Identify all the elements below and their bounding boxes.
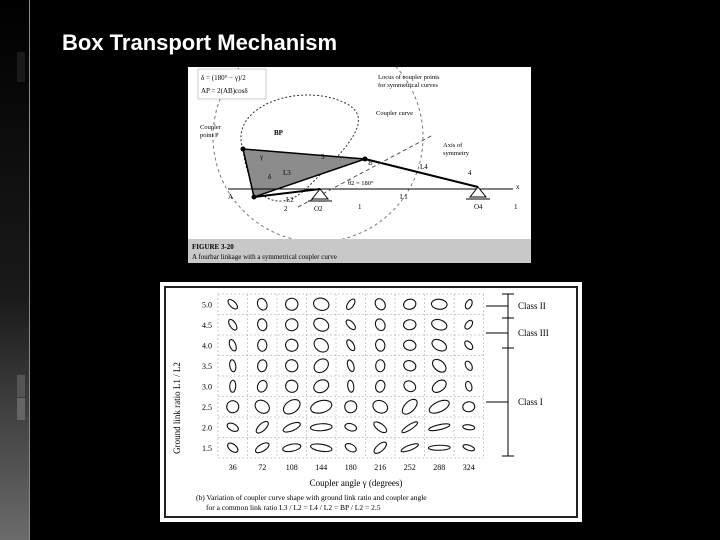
label-bp: BP bbox=[274, 129, 283, 137]
coupler-curve-glyph bbox=[285, 298, 298, 311]
coupler-curve-glyph bbox=[464, 298, 474, 310]
point-a bbox=[252, 195, 257, 200]
x-tick-label: 180 bbox=[344, 463, 357, 472]
coupler-curve-glyph bbox=[229, 380, 236, 392]
coupler-curve-glyph bbox=[282, 443, 301, 453]
locus-label-2: for symmetrical curves bbox=[378, 82, 438, 89]
coupler-curve-glyph bbox=[373, 297, 387, 312]
coupler-curve-glyph bbox=[462, 424, 475, 430]
coupler-curve-glyph bbox=[372, 440, 388, 455]
label-l1: L1 bbox=[400, 193, 408, 201]
coupler-curve-glyph bbox=[430, 357, 448, 375]
coupler-curve-glyph bbox=[375, 338, 386, 352]
label-gamma: γ bbox=[260, 153, 264, 161]
point-p bbox=[241, 147, 246, 152]
coupler-curve-glyph bbox=[400, 397, 420, 417]
coupler-curve-glyph bbox=[283, 357, 300, 374]
coupler-curve-glyph bbox=[374, 317, 387, 332]
equation-1: δ = (180° − γ)/2 bbox=[201, 74, 246, 82]
coupler-curve-glyph bbox=[347, 380, 354, 393]
class-label-iii: Class III bbox=[518, 328, 549, 338]
y-tick-label: 2.0 bbox=[202, 423, 212, 433]
coupler-curve-glyph bbox=[311, 356, 331, 375]
coupler-curve-glyph bbox=[226, 441, 240, 454]
x-tick-label: 72 bbox=[258, 463, 267, 472]
class-label-i: Class I bbox=[518, 397, 543, 407]
x-axis-label: Coupler angle γ (degrees) bbox=[309, 478, 403, 488]
coupler-curve-glyph bbox=[256, 318, 268, 332]
coupler-curve-glyph bbox=[281, 397, 303, 417]
axis-label-1: Axis of bbox=[443, 142, 463, 149]
point-b bbox=[363, 157, 368, 162]
caption-title: FIGURE 3-20 bbox=[192, 243, 234, 251]
y-tick-label: 5.0 bbox=[202, 300, 212, 310]
y-tick-label: 4.5 bbox=[202, 320, 212, 330]
label-o4: O4 bbox=[474, 203, 483, 211]
figure-fourbar-linkage bbox=[188, 67, 531, 263]
class-label-ii: Class II bbox=[518, 301, 546, 311]
coupler-curve-glyph bbox=[225, 399, 240, 414]
coupler-curve-glyph bbox=[253, 397, 272, 416]
coupler-curve-glyph bbox=[464, 360, 474, 372]
label-l2: L2 bbox=[286, 196, 294, 204]
coupler-curve-glyph bbox=[310, 423, 332, 431]
coupler-curve-glyph bbox=[228, 339, 238, 352]
left-accent-top bbox=[17, 52, 25, 82]
coupler-curve-glyph bbox=[257, 359, 268, 373]
coupler-curve-glyph bbox=[400, 442, 419, 453]
coupler-curve-glyph bbox=[403, 339, 417, 351]
coupler-curve-glyph bbox=[401, 420, 419, 434]
label-l4: L4 bbox=[420, 163, 428, 171]
coupler-curve-glyph bbox=[376, 360, 385, 372]
angle-label: θ2 = 180° bbox=[348, 180, 374, 187]
left-accent-mid bbox=[17, 375, 25, 397]
coupler-curve-glyph bbox=[284, 338, 300, 353]
caption-line-2: for a common link ratio L3 / L2 = L4 / L2 = BP / L2 = 2.5 bbox=[206, 503, 381, 512]
coupler-curve-glyph bbox=[226, 298, 239, 311]
coupler-curve-glyph bbox=[344, 422, 358, 432]
coupler-curve-glyph bbox=[256, 379, 269, 394]
x-tick-label: 324 bbox=[462, 463, 475, 472]
y-tick-label: 4.0 bbox=[202, 341, 212, 351]
coupler-curve-glyph bbox=[226, 421, 240, 433]
coupler-curve-glyph bbox=[464, 381, 473, 392]
x-tick-label: 144 bbox=[315, 463, 328, 472]
coupler-curve-glyph bbox=[258, 339, 267, 351]
coupler-curve-glyph bbox=[346, 359, 356, 372]
y-tick-label: 2.5 bbox=[202, 402, 212, 412]
coupler-curve-glyph bbox=[254, 441, 271, 455]
x-tick-label: 288 bbox=[433, 463, 446, 472]
y-tick-label: 3.0 bbox=[202, 382, 212, 392]
axis-label-2: symmetry bbox=[443, 150, 469, 157]
coupler-curve-glyph bbox=[374, 379, 386, 393]
coupler-curve-glyph bbox=[311, 336, 331, 355]
x-tick-label: 252 bbox=[403, 463, 416, 472]
coupler-curve-glyph bbox=[309, 398, 333, 415]
coupler-curve-glyph bbox=[254, 420, 270, 435]
coupler-curve-glyph bbox=[312, 316, 331, 334]
x-tick-label: 216 bbox=[374, 463, 387, 472]
coupler-curve-glyph bbox=[428, 445, 450, 450]
coupler-curve-glyph bbox=[344, 442, 358, 454]
coupler-curve-glyph bbox=[430, 378, 448, 395]
caption-line-1: (b) Variation of coupler curve shape with ground link ratio and coupler angle bbox=[196, 493, 427, 502]
coupler-curve-glyph bbox=[345, 298, 357, 311]
label-b: B bbox=[368, 159, 373, 167]
y-tick-label: 1.5 bbox=[202, 443, 212, 453]
left-decor-line bbox=[29, 0, 30, 540]
coupler-curve-glyph bbox=[344, 318, 357, 331]
coupler-curve-glyph bbox=[463, 319, 474, 331]
coupler-curve-glyph bbox=[430, 318, 448, 332]
coupler-curve-glyph bbox=[310, 443, 332, 453]
coupler-curve-glyph bbox=[427, 398, 451, 416]
label-o2: O2 bbox=[314, 205, 323, 213]
x-tick-label: 36 bbox=[228, 463, 237, 472]
coupler-point-label-1: Coupler bbox=[200, 124, 221, 131]
y-axis-label: Ground link ratio L1 / L2 bbox=[172, 362, 182, 454]
coupler-curve-glyph bbox=[430, 337, 448, 353]
coupler-curve-glyph bbox=[344, 400, 357, 413]
coupler-curve-glyph bbox=[462, 443, 475, 452]
coupler-curve-glyph bbox=[402, 359, 417, 373]
coupler-curve-glyph bbox=[402, 298, 417, 311]
coupler-curve-glyph bbox=[282, 420, 302, 434]
left-accent-low bbox=[17, 398, 25, 420]
fourbar-diagram bbox=[188, 67, 531, 263]
atlas-frame bbox=[164, 286, 578, 518]
coupler-curve-glyph bbox=[402, 379, 418, 394]
label-1a: 1 bbox=[358, 203, 362, 211]
equation-2: AP = 2(AB)cosδ bbox=[201, 87, 248, 95]
slide-title: Box Transport Mechanism bbox=[62, 30, 338, 55]
coupler-curve-glyph bbox=[428, 422, 450, 432]
coupler-curve-glyph bbox=[345, 339, 356, 352]
coupler-curve-glyph bbox=[283, 378, 300, 395]
label-x: x bbox=[516, 183, 520, 191]
coupler-curve-glyph bbox=[312, 377, 331, 395]
locus-label-1: Locus of coupler points bbox=[378, 74, 440, 81]
coupler-curve-label: Coupler curve bbox=[376, 110, 414, 117]
coupler-curve-glyph bbox=[285, 318, 299, 331]
label-l3: L3 bbox=[283, 169, 291, 177]
x-tick-label: 108 bbox=[285, 463, 298, 472]
label-3: 3 bbox=[321, 153, 325, 161]
label-delta: δ bbox=[268, 173, 272, 181]
label-1b: 1 bbox=[514, 203, 518, 211]
coupler-curve-glyph bbox=[256, 297, 269, 312]
coupler-curve-glyph bbox=[431, 299, 447, 310]
coupler-curve-glyph bbox=[227, 318, 239, 331]
label-2: 2 bbox=[284, 205, 288, 213]
y-tick-label: 3.5 bbox=[202, 361, 212, 371]
coupler-curve-glyph bbox=[372, 420, 388, 435]
coupler-curve-glyph bbox=[371, 398, 390, 415]
coupler-curve-glyph bbox=[462, 401, 475, 412]
atlas-chart bbox=[166, 288, 576, 516]
coupler-curve-glyph bbox=[312, 296, 330, 312]
coupler-curve-glyph bbox=[463, 340, 474, 351]
figure-coupler-atlas bbox=[160, 282, 582, 522]
coupler-curve-glyph bbox=[403, 319, 416, 330]
coupler-point-label-2: point P bbox=[200, 132, 219, 139]
caption-text: A fourbar linkage with a symmetrical coupler curve bbox=[192, 253, 337, 261]
coupler-curve-glyph bbox=[229, 359, 237, 372]
label-4: 4 bbox=[468, 169, 472, 177]
label-a: A bbox=[228, 193, 234, 201]
